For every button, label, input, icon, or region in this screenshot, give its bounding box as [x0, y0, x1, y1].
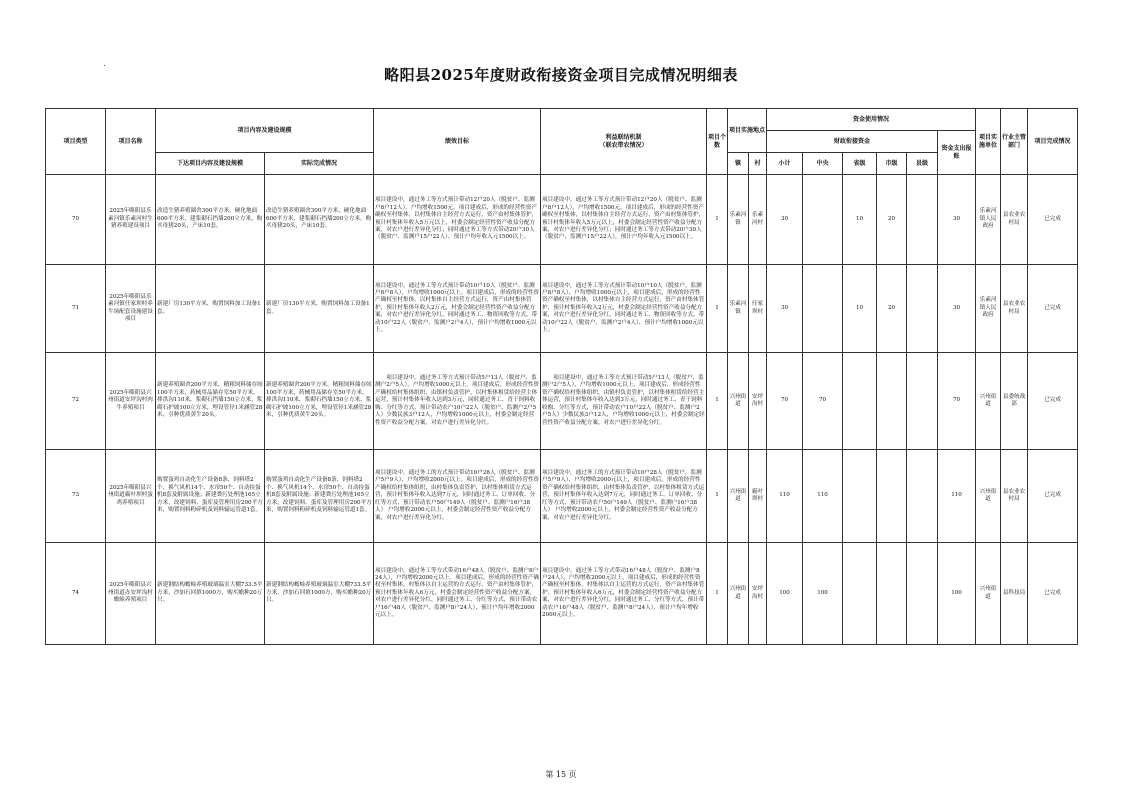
cell-county	[907, 175, 938, 265]
cell-status: 已完成	[1028, 543, 1078, 645]
cell-county	[907, 450, 938, 543]
cell-subtotal: 100	[767, 543, 803, 645]
cell-plan: 新建钢结构蟾蜍养殖玻璃温室大棚733.5平方米，沙加石回填1000方，购买蟾种20万只。	[156, 543, 265, 645]
cell-goal: 项目建设中，通过务工等方式预计带动5户13人（脱贫户、监测户2户5人），户均增收1000元以上。项目建成后，形成经营性资产确权给村集体组织，由镇村负责管护，以村集体租赁给经营主体运营，预计村集体年收入达到3万元，同时通过务工、青干饲料收购、分红等方式，预计带动农户10户22人（脱贫户、监测户2户5人）少数民族3户12人，户均增收1000元以上，村委会制定经营性资产收益分配方案，对农户进行差异化分红。	[374, 353, 541, 450]
cell-province	[843, 353, 877, 450]
page-title: 略阳县2025年度财政衔接资金项目完成情况明细表	[384, 66, 738, 84]
header-county: 县级	[907, 153, 938, 175]
cell-unit: 兴州街道	[976, 543, 1001, 645]
header-benefit: 利益联结机制 （联农带农情况）	[541, 109, 707, 175]
header-province: 省级	[843, 153, 877, 175]
cell-status: 已完成	[1028, 353, 1078, 450]
cell-actual: 改造生猪养殖圈舍300平方米，硬化地面600平方米，建浆砌石挡墙200立方米，购买母猪20头，产床10套。	[265, 175, 374, 265]
cell-name: 2025年略阳县兴州街道霸叶坝村蛋鸡养殖项目	[106, 450, 156, 543]
cell-village: 霸叶坝村	[749, 450, 767, 543]
header-town: 镇	[728, 153, 749, 175]
header-reimbursed: 资金支出报账	[938, 131, 976, 175]
cell-type: 74	[46, 543, 106, 645]
cell-city: 20	[877, 175, 907, 265]
cell-town: 乐素河镇	[728, 175, 749, 265]
cell-county	[907, 353, 938, 450]
header-content-plan: 下达项目内容及建设规模	[156, 153, 265, 175]
cell-benefit: 项目建设中，通过务工的方式预计带动10户28人（脱贫户、监测户5户9人），户均增收2000元以上，项目建成后，形成的经营性资产确权给村集体组织，由村集体负责管护，以村集体租赁方式运营，预计村集体年收入达到7万元，同时通过务工、订单回收、分红等方式，预计带动农户50户149人（脱贫户、监测户16户38人） 户均增收2000元以上，村委会制定经营性资产收益分配方案，对农户进行差异化分红。	[541, 450, 707, 543]
cell-dept: 县农业农村局	[1001, 175, 1028, 265]
header-dept: 行业主管部门	[1001, 109, 1028, 175]
cell-reimbursed: 70	[938, 353, 976, 450]
cell-count: 1	[707, 450, 728, 543]
header-city: 市级	[877, 153, 907, 175]
header-funds: 资金使用情况	[767, 109, 976, 131]
cell-count: 1	[707, 353, 728, 450]
cell-province: 10	[843, 265, 877, 353]
header-fiscal: 财政衔接资金	[767, 131, 938, 153]
cell-subtotal: 30	[767, 265, 803, 353]
table-row	[46, 353, 1078, 450]
cell-province	[843, 543, 877, 645]
cell-central	[803, 265, 843, 353]
cell-town: 乐素河镇	[728, 265, 749, 353]
cell-goal: 项目建设中，通过务工等方式预计带动10户10人（脱贫户、监测户8户8人），户均增收1000元以上。项目建成后，形成的经营性资产确权至村集体，以村集体自主经营方式运行，资产由村集体管护，预计村集体年收入2万元，村委会制定经营性资产收益分配方案，对农户进行差异化分红，同时通过务工、物资回收等方式，带动10户22人（脱贫户、监测户2户4人），预计户均增收1000元以上。	[374, 265, 541, 353]
cell-village: 乐素河村	[749, 175, 767, 265]
cell-status: 已完成	[1028, 450, 1078, 543]
header-content: 项目内容及建设规模	[156, 109, 374, 153]
cell-town: 兴州街道	[728, 543, 749, 645]
cell-count: 1	[707, 543, 728, 645]
cell-status: 已完成	[1028, 265, 1078, 353]
cell-reimbursed: 110	[938, 450, 976, 543]
cell-dept: 县农业农村局	[1001, 450, 1028, 543]
cell-name: 2025年略阳县乐素河镇乐素河村生猪养殖建设项目	[106, 175, 156, 265]
cell-benefit: 项目建设中，通过务工等方式带动16户48人（脱贫户、监测户8户24人），户均增收2000元以上，项目建成后，形成的经营性资产确权至村集体，村集体以自主运营的方式运行，资产由村集体管护，预计村集体年收入6万元，村委会制定经营性资产收益分配方案，对农户进行差异化分红，同时通过务工、分红等方式，预计带动农户16户48人（脱贫户、监测户8户24人），预计户均年增收2000元以上。	[541, 543, 707, 645]
cell-central: 110	[803, 450, 843, 543]
cell-county	[907, 265, 938, 353]
cell-type: 71	[46, 265, 106, 353]
cell-plan: 新建养殖圈舍200平方米，精粗饲料储存间100平方米，药械用品储存室50平方米，排洪沟110米，浆砌石挡墙150立方米，浆砌石护坡100立方米，埋设管径1米涵管28米，引种优质黄牛20头。	[156, 353, 265, 450]
cell-province: 10	[843, 175, 877, 265]
cell-village: 安坪沟村	[749, 353, 767, 450]
cell-dept: 县农业农村局	[1001, 265, 1028, 353]
cell-village: 安坪沟村	[749, 543, 767, 645]
cell-actual: 新建养殖圈舍200平方米，精粗饲料储存间100平方米，药械用品储存室50平方米，排洪沟110米，浆砌石挡墙150立方米，浆砌石护坡100立方米，埋设管径1米涵管28米，引种优质黄牛20头。	[265, 353, 374, 450]
header-name: 项目名称	[106, 109, 156, 175]
cell-dept: 县委统战部	[1001, 353, 1028, 450]
cell-dept: 县科技局	[1001, 543, 1028, 645]
cell-unit: 乐素河镇人民政府	[976, 175, 1001, 265]
cell-city	[877, 353, 907, 450]
cell-goal: 项目建设中，通过务工等方式带动16户48人（脱贫户、监测户8户24人），户均增收2000元以上。项目建成后，形成的经营性资产确权至村集体，村集体以自主运营的方式运行，资产由村集体管护，预计村集体年收入6万元，村委会制定经营性资产收益分配方案，对农户进行差异化分红，同时通过务工、分红等方式，预计带动农户16户48人（脱贫户、监测户8户24人），预计户均年增收2000元以上。	[374, 543, 541, 645]
cell-central: 70	[803, 353, 843, 450]
cell-city	[877, 450, 907, 543]
cell-benefit: 项目建设中，通过务工等方式预计带动12户20人（脱贫户、监测户8户12人），户均增收1500元。项目建成后，形成的经营性资产确权至村集体，以村集体自主经营方式运行，资产由村集体管护，预计村集体年收入5万元以上，村委会制定经营性资产收益分配方案，对农户进行差异化分红；同时通过务工等方式带动20户30人（脱贫户、监测户15户22人），预计户均年收入元1500以上。	[541, 175, 707, 265]
table-row	[46, 265, 1078, 353]
cell-benefit: 项目建设中，通过务工等方式预计带动5户13人（脱贫户、监测户2户5人），户均增收1000元以上，项目建成后，形成经营性资产确权给村集体组织，由镇村负责管护，以村集体租赁给经营主体运营，预计村集体年收入达到3万元，同时通过务工、青干饲料收购、分红等方式，预计带动农户10户22人（脱贫户、监测户2户5人）少数民族3户12人，户均增收1000元以上，村委会制定经营性资产收益分配方案，对农户进行差异化分红。	[541, 353, 707, 450]
header-type: 项目类型	[46, 109, 106, 175]
cell-actual: 新建厂房130平方米，购置饲料加工设备1套。	[265, 265, 374, 353]
cell-county	[907, 543, 938, 645]
cell-reimbursed: 30	[938, 265, 976, 353]
header-status: 项目完成情况	[1028, 109, 1078, 175]
cell-name: 2025年略阳县乐素河镇任家坝村养牛场配套设施建设项目	[106, 265, 156, 353]
cell-town: 兴州街道	[728, 353, 749, 450]
cell-count: 1	[707, 265, 728, 353]
header-content-actual: 实际完成情况	[265, 153, 374, 175]
cell-type: 72	[46, 353, 106, 450]
cell-unit: 乐素河镇人民政府	[976, 265, 1001, 353]
cell-village: 任家坝村	[749, 265, 767, 353]
cell-subtotal: 110	[767, 450, 803, 543]
cell-city	[877, 543, 907, 645]
cell-city: 20	[877, 265, 907, 353]
header-subtotal: 小计	[767, 153, 803, 175]
cell-benefit: 项目建设中，通过务工等方式预计带动10户10人（脱贫户、监测户8户8人），户均增收1000元以上，项目建成后，形成的经营性资产确权至村集体，以村集体自主经营方式运行，资产由村集体管护，预计村集体年收入2万元，村委会制定经营性资产收益分配方案，对农户进行差异化分红，同时通过务工、物资回收等方式，带动10户22人（脱贫户、监测户2户4人），预计户均增收1000元以上。	[541, 265, 707, 353]
header-count: 项目个数	[707, 109, 728, 175]
cell-central	[803, 175, 843, 265]
cell-plan: 新建厂房130平方米，购置饲料加工设备1套。	[156, 265, 265, 353]
cell-name: 2025年略阳县兴州街道安坪沟村肉牛养殖项目	[106, 353, 156, 450]
cell-reimbursed: 30	[938, 175, 976, 265]
cell-status: 已完成	[1028, 175, 1078, 265]
cell-province	[843, 450, 877, 543]
table-row	[46, 175, 1078, 265]
cell-name: 2025年略阳县兴州街道办安坪沟村蟾蜍养殖项目	[106, 543, 156, 645]
cell-actual: 新建钢结构蟾蜍养殖玻璃温室大棚733.5平方米，沙加石回填1000方，购买蟾种20万只。	[265, 543, 374, 645]
cell-reimbursed: 100	[938, 543, 976, 645]
header-central: 中央	[803, 153, 843, 175]
page-number: 第 15 页	[545, 770, 577, 779]
cell-type: 70	[46, 175, 106, 265]
header-unit: 项目实施单位	[976, 109, 1001, 175]
cell-count: 1	[707, 175, 728, 265]
cell-goal: 项目建设中，通过务工的方式预计带动10户28人（脱贫户、监测户5户9人），户均增收2000元以上。项目建成后，形成的经营性资产确权给村集体组织，由村集体负责管护，以村集体租赁方式运营，预计村集体年收入达到7万元，同时通过务工、订单回收、分红等方式，预计带动农户50户149人（脱贫户、监测户16户38人） 户均增收2000元以上，村委会制定经营性资产收益分配方案，对农户进行差异化分红。	[374, 450, 541, 543]
cell-unit: 兴州街道	[976, 353, 1001, 450]
header-village: 村	[749, 153, 767, 175]
table-row	[46, 450, 1078, 543]
cell-plan: 改造生猪养殖圈舍300平方米，硬化地面600平方米，建浆砌石挡墙200立方米，购买母猪20头，产床10套。	[156, 175, 265, 265]
header-goal: 绩效目标	[374, 109, 541, 175]
cell-type: 73	[46, 450, 106, 543]
cell-actual: 购置蛋鸡自动化生产设备8条、饲料塔2个、换气风机14个、水帘50个、自动捡蛋机8套及附属设施；新建粪污处理池165立方米，改建饲料、蛋库及管理用房200平方米，购置饲料粉碎机及饲料输运管道1套。	[265, 450, 374, 543]
cell-subtotal: 30	[767, 175, 803, 265]
header-location: 项目实施地点	[728, 109, 767, 153]
cell-subtotal: 70	[767, 353, 803, 450]
cell-plan: 购置蛋鸡自动化生产设备8条、饲料塔2个、换气风机14个、水帘50个、自动捡蛋机8套及附属设施；新建粪污处理池165立方米，改建饲料、蛋库及管理用房200平方米，购置饲料粉碎机及饲料输运管道1套。	[156, 450, 265, 543]
cell-goal: 项目建设中，通过务工等方式预计带动12户20人（脱贫户、监测户8户12人），户均增收1500元。项目建成后，形成的经营性资产确权至村集体，以村集体自主经营方式运行，资产由村集体管护，预计村集体年收入5万元以上，村委会制定经营性资产收益分配方案，对农户进行差异化分红；同时通过务工等方式带动20户30人（脱贫户、监测户15户22人），预计户均年收入元1500以上。	[374, 175, 541, 265]
cell-town: 兴州街道	[728, 450, 749, 543]
project-table	[45, 108, 1078, 645]
table-row	[46, 543, 1078, 645]
cell-unit: 兴州街道	[976, 450, 1001, 543]
cell-central: 100	[803, 543, 843, 645]
